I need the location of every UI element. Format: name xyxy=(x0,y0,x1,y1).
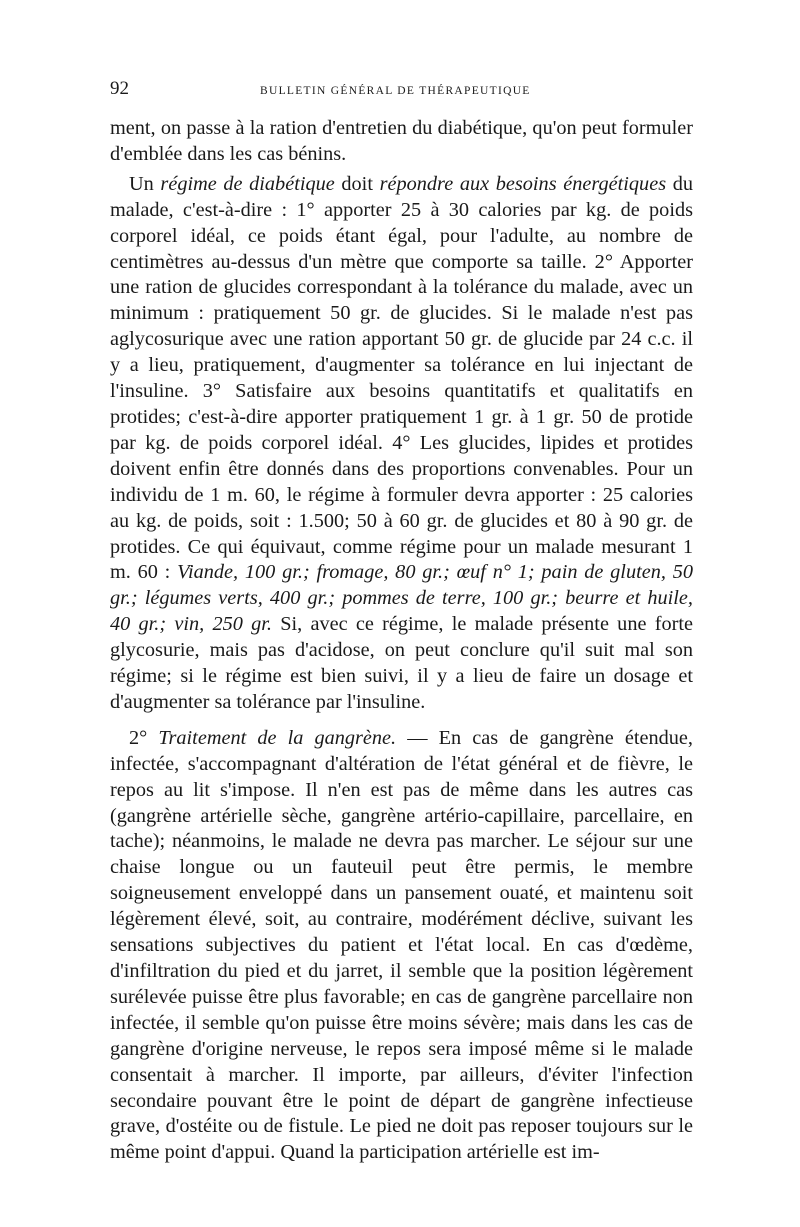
italic-text-run: régime de diabétique xyxy=(160,172,335,195)
text-run: — En cas de gangrène étendue, infectée, s'accompagnant d'altération de l'état général et de fièvre, le repos au lit s'impose. Il n'en est pas de même dans les autres cas (gangrène artérielle sèche, gangrène artério-capillaire, parcellaire, en tache); néanmoins, le malade ne devra pas marcher. Le séjour sur une chaise longue ou un fauteuil peut être permis, le membre soigneusement enveloppé dans un pansement ouaté, et maintenu soit légèrement élevé, soit, au contraire, modérément déclive, suivant les sensations subjectives du patient et l'état local. En cas d'œdème, d'infiltration du pied et du jarret, il semble que la position légèrement surélevée puisse être plus favorable; en cas de gangrène parcellaire non infectée, il semble qu'on puisse être moins sévère; mais dans les cas de gangrène d'origine nerveuse, le repos sera imposé même si le malade consentait à marcher. Il importe, par ailleurs, d'éviter l'infection secondaire pouvant être le point de départ de gangrène infectieuse grave, d'ostéite ou de fistule. Le pied ne doit pas reposer toujours sur le même point d'appui. Quand la participation artérielle est im- xyxy=(110,726,693,1164)
paragraph-gangrene-treatment xyxy=(110,726,693,1166)
page-number: 92 xyxy=(110,78,129,99)
paragraph-continuation xyxy=(110,116,693,168)
text-run: du malade, c'est-à-dire : 1° apporter 25 à 30 calories par kg. de poids corporel idéal, ce poids étant égal, pour l'adulte, au nombre de centimètres au-dessus d'un mètre que comporte sa taille. 2° Apporter une ration de glucides correspondant à la tolérance du malade, avec un minimum : pratiquement 50 gr. de glucides. Si le malade n'est pas aglycosurique avec une ration apportant 50 gr. de glucide par 24 c.c. il y a lieu, pratiquement, d'augmenter sa tolérance en lui injectant de l'insuline. 3° Satisfaire aux besoins quantitatifs et qualitatifs en protides; c'est-à-dire apporter pratiquement 1 gr. à 1 gr. 50 de protide par kg. de poids corporel idéal. 4° Les glucides, lipides et protides doivent enfin être donnés dans des proportions convenables. Pour un individu de 1 m. 60, le régime à formuler devra apporter : 25 calories au kg. de poids, soit : 1.500; 50 à 60 gr. de glucides et 80 à 90 gr. de protides. Ce qui équivaut, comme régime pour un malade mesurant 1 m. 60 : xyxy=(110,172,694,584)
italic-text-run: Traitement de la gangrène. xyxy=(158,726,397,749)
paragraph-diabetic-regime xyxy=(110,172,693,716)
text-run: 2° xyxy=(129,726,159,749)
page-header xyxy=(110,78,693,100)
text-run: ment, on passe à la ration d'entretien du diabétique, qu'on peut formuler d'emblée dans les cas bénins. xyxy=(110,117,693,165)
text-run: Si, avec ce régime, le malade présente une forte glycosurie, mais pas d'acidose, on peut conclure qu'il suit mal son régime; si le régime est bien suivi, il y a lieu de faire un dosage et d'augmenter sa tolérance par l'insuline. xyxy=(110,613,693,713)
italic-text-run: Viande, 100 gr.; fromage, 80 gr.; œuf n° 1; pain de gluten, 50 gr.; légumes verts, 400 gr.; pommes de terre, 100 gr.; beurre et huile, 40 gr.; vin, 250 gr. xyxy=(110,561,693,636)
running-title: BULLETIN GÉNÉRAL DE THÉRAPEUTIQUE xyxy=(260,85,531,97)
italic-text-run: répondre aux besoins énergétiques xyxy=(379,172,667,195)
text-run: doit xyxy=(334,172,380,195)
text-run: Un xyxy=(129,172,161,195)
document-page xyxy=(110,78,693,1198)
